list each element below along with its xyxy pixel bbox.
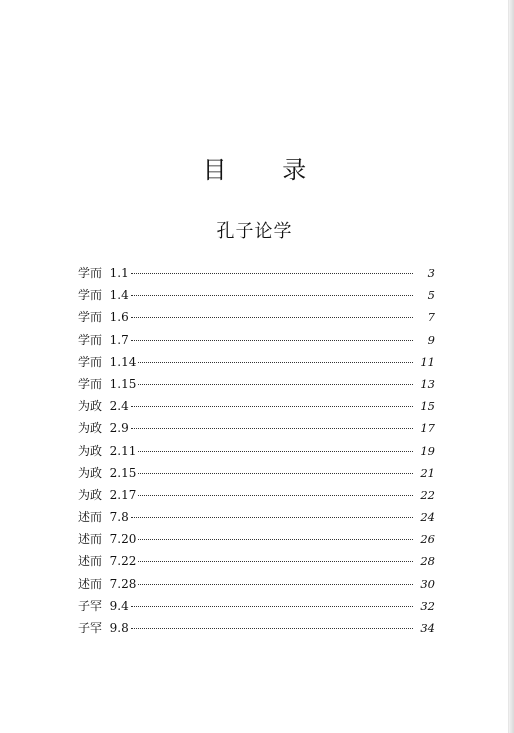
toc-entry-page: 22 (420, 487, 435, 502)
toc-entry[interactable] (78, 442, 435, 464)
toc-entry[interactable] (78, 619, 435, 641)
toc-entry-label: 述而 7.22 (78, 554, 137, 569)
toc-entry[interactable] (78, 375, 435, 397)
toc-entry[interactable] (78, 264, 435, 286)
dot-leader (138, 584, 413, 585)
toc-entry-label: 述而 7.28 (78, 576, 137, 591)
dot-leader (138, 539, 413, 540)
toc-entry-label: 为政 2.15 (78, 465, 137, 480)
toc-entry-label: 述而 7.20 (78, 532, 137, 547)
dot-leader (131, 428, 413, 429)
toc-entry-page: 13 (420, 376, 435, 391)
toc-entry-page: 19 (420, 443, 435, 458)
toc-entry-label: 学而 1.15 (78, 376, 137, 391)
page-title: 目 录 (202, 156, 331, 184)
toc-entry-label: 学而 1.7 (78, 332, 129, 347)
toc-entry-label: 为政 2.11 (78, 443, 137, 458)
toc-entry-page: 30 (420, 576, 435, 591)
toc-entry-label: 子罕 9.8 (78, 621, 129, 635)
toc-entry-label: 为政 2.17 (78, 487, 137, 502)
dot-leader (138, 473, 413, 474)
toc-entry[interactable] (78, 308, 435, 330)
toc-entry-page: 3 (427, 266, 435, 280)
dot-leader (138, 362, 413, 363)
toc-entry-label: 为政 2.9 (78, 421, 129, 436)
toc-entry[interactable] (78, 464, 435, 486)
toc-entry[interactable] (78, 575, 435, 597)
toc-entry-page: 11 (420, 354, 435, 369)
dot-leader (138, 384, 413, 385)
toc-entry-label: 述而 7.8 (78, 510, 129, 525)
toc-entry[interactable] (78, 397, 435, 419)
toc-entry-page: 28 (420, 554, 435, 569)
toc-entry-page: 34 (420, 621, 435, 635)
toc-entry[interactable] (78, 486, 435, 508)
dot-leader (131, 628, 413, 629)
toc-entry-page: 24 (420, 510, 435, 525)
toc-entry-page: 5 (427, 288, 435, 303)
toc-entry-label: 学而 1.6 (78, 310, 129, 325)
toc-entry-page: 9 (427, 332, 435, 347)
toc-entry[interactable] (78, 353, 435, 375)
section-title: 孔子论学 (216, 221, 293, 242)
toc-entry-label: 学而 1.14 (78, 354, 137, 369)
toc-entry[interactable] (78, 331, 435, 353)
toc-entry-page: 21 (420, 465, 435, 480)
toc-entry[interactable] (78, 286, 435, 308)
toc-entry-page: 17 (420, 421, 435, 436)
toc-entry[interactable] (78, 552, 435, 574)
dot-leader (131, 406, 413, 407)
dot-leader (131, 606, 413, 607)
toc-entry-label: 为政 2.4 (78, 399, 129, 414)
page-edge-shadow (509, 0, 514, 733)
dot-leader (131, 517, 413, 518)
toc-entry[interactable] (78, 530, 435, 552)
dot-leader (131, 340, 413, 341)
dot-leader (138, 561, 413, 562)
toc-entry-label: 学而 1.4 (78, 288, 129, 303)
dot-leader (131, 295, 413, 296)
toc-entry-label: 子罕 9.4 (78, 598, 129, 613)
toc-entry-page: 15 (420, 399, 435, 414)
dot-leader (131, 273, 413, 274)
dot-leader (131, 317, 413, 318)
table-of-contents (78, 264, 435, 641)
toc-entry[interactable] (78, 508, 435, 530)
dot-leader (138, 495, 413, 496)
toc-entry-page: 32 (420, 598, 435, 613)
toc-entry[interactable] (78, 419, 435, 441)
dot-leader (138, 451, 413, 452)
toc-entry-label: 学而 1.1 (78, 266, 129, 280)
toc-entry[interactable] (78, 597, 435, 619)
toc-entry-page: 26 (420, 532, 435, 547)
toc-entry-page: 7 (427, 310, 435, 325)
